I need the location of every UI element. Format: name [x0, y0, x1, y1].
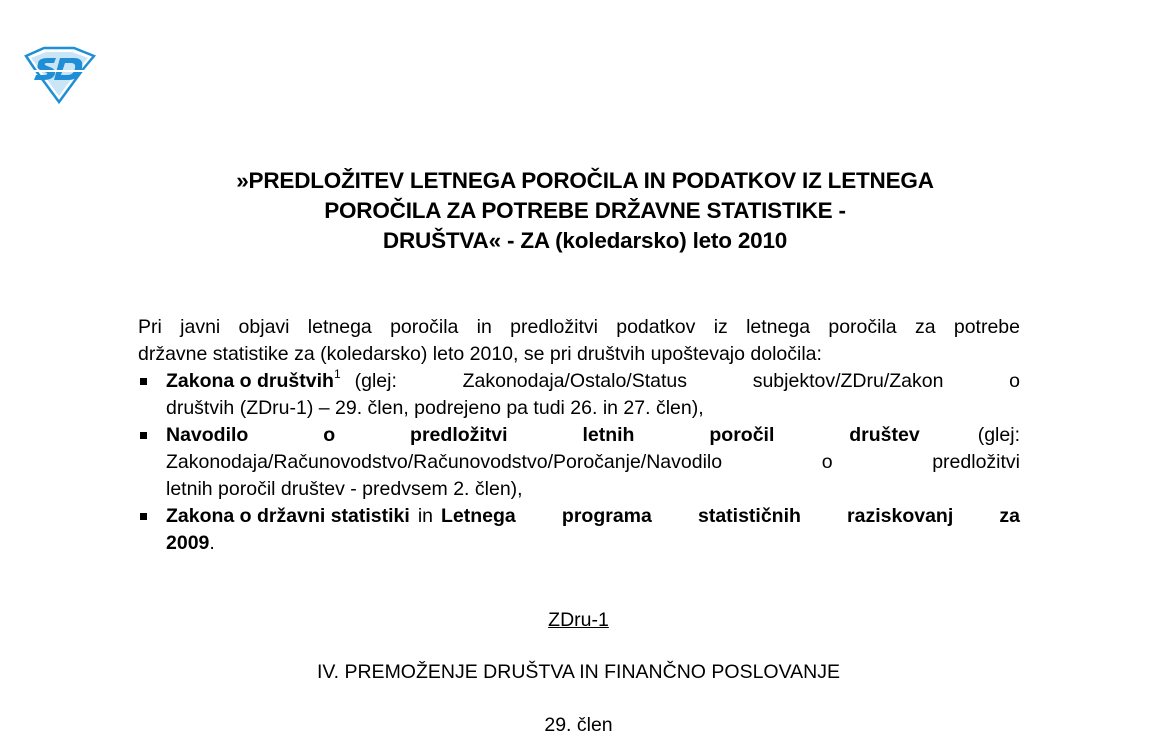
list-item-line: [166, 503, 1020, 530]
list-item: [138, 368, 1020, 422]
footnote-ref: 1: [333, 366, 341, 381]
law-reference: [0, 609, 1157, 632]
list-item-text: in: [417, 505, 434, 527]
list-item-line: [166, 368, 1020, 395]
list-item-line: [166, 530, 1020, 557]
shield-logo-icon: [22, 46, 96, 104]
list-item-line: Zakonodaja/Računovodstvo/Računovodstvo/Poročanje/Navodilo o predložitvi: [166, 451, 1020, 473]
regulation-list: [138, 368, 1020, 557]
title-line: »PREDLOŽITEV LETNEGA POROČILA IN PODATKOV IZ LETNEGA: [236, 168, 934, 193]
title-line: DRUŠTVA« - ZA (koledarsko) leto 2010: [382, 228, 788, 253]
logo: [22, 46, 96, 104]
law-name: Navodilo o predložitvi letnih poročil društev: [166, 424, 920, 446]
bullet-marker: [140, 432, 147, 439]
intro-paragraph: [138, 314, 1020, 368]
intro-line: Pri javni objavi letnega poročila in predložitvi podatkov iz letnega poročila za potrebe: [138, 316, 1020, 338]
list-item-text: (glej: Zakonodaja/Ostalo/Status subjektov/ZDru/Zakon o: [354, 370, 1020, 392]
article-heading: 29. člen: [544, 714, 613, 736]
law-name: Letnega programa statističnih raziskovanj za: [441, 505, 1020, 527]
law-name: Zakona o društvih: [166, 370, 334, 392]
list-item-line: društvih (ZDru-1) – 29. člen, podrejeno pa tudi 26. in 27. člen),: [166, 397, 704, 419]
document-title: [130, 166, 1040, 256]
title-line: POROČILA ZA POTREBE DRŽAVNE STATISTIKE -: [324, 198, 846, 223]
list-item: [138, 503, 1020, 557]
law-year: 2009: [166, 532, 210, 554]
list-item: [138, 422, 1020, 503]
intro-line: državne statistike za (koledarsko) leto 2010, se pri društvih upoštevajo določila:: [138, 343, 822, 365]
list-item-text: (glej:: [977, 424, 1020, 446]
bullet-marker: [140, 378, 147, 385]
list-item-line: letnih poročil društev - predvsem 2. člen),: [166, 478, 523, 500]
bullet-marker: [140, 513, 147, 520]
chapter-heading: IV. PREMOŽENJE DRUŠTVA IN FINANČNO POSLOVANJE: [317, 661, 840, 683]
list-item-text: .: [209, 532, 215, 554]
law-name: Zakona o državni statistiki: [166, 505, 410, 527]
law-reference-text: ZDru-1: [548, 609, 609, 631]
list-item-line: [166, 422, 1020, 449]
